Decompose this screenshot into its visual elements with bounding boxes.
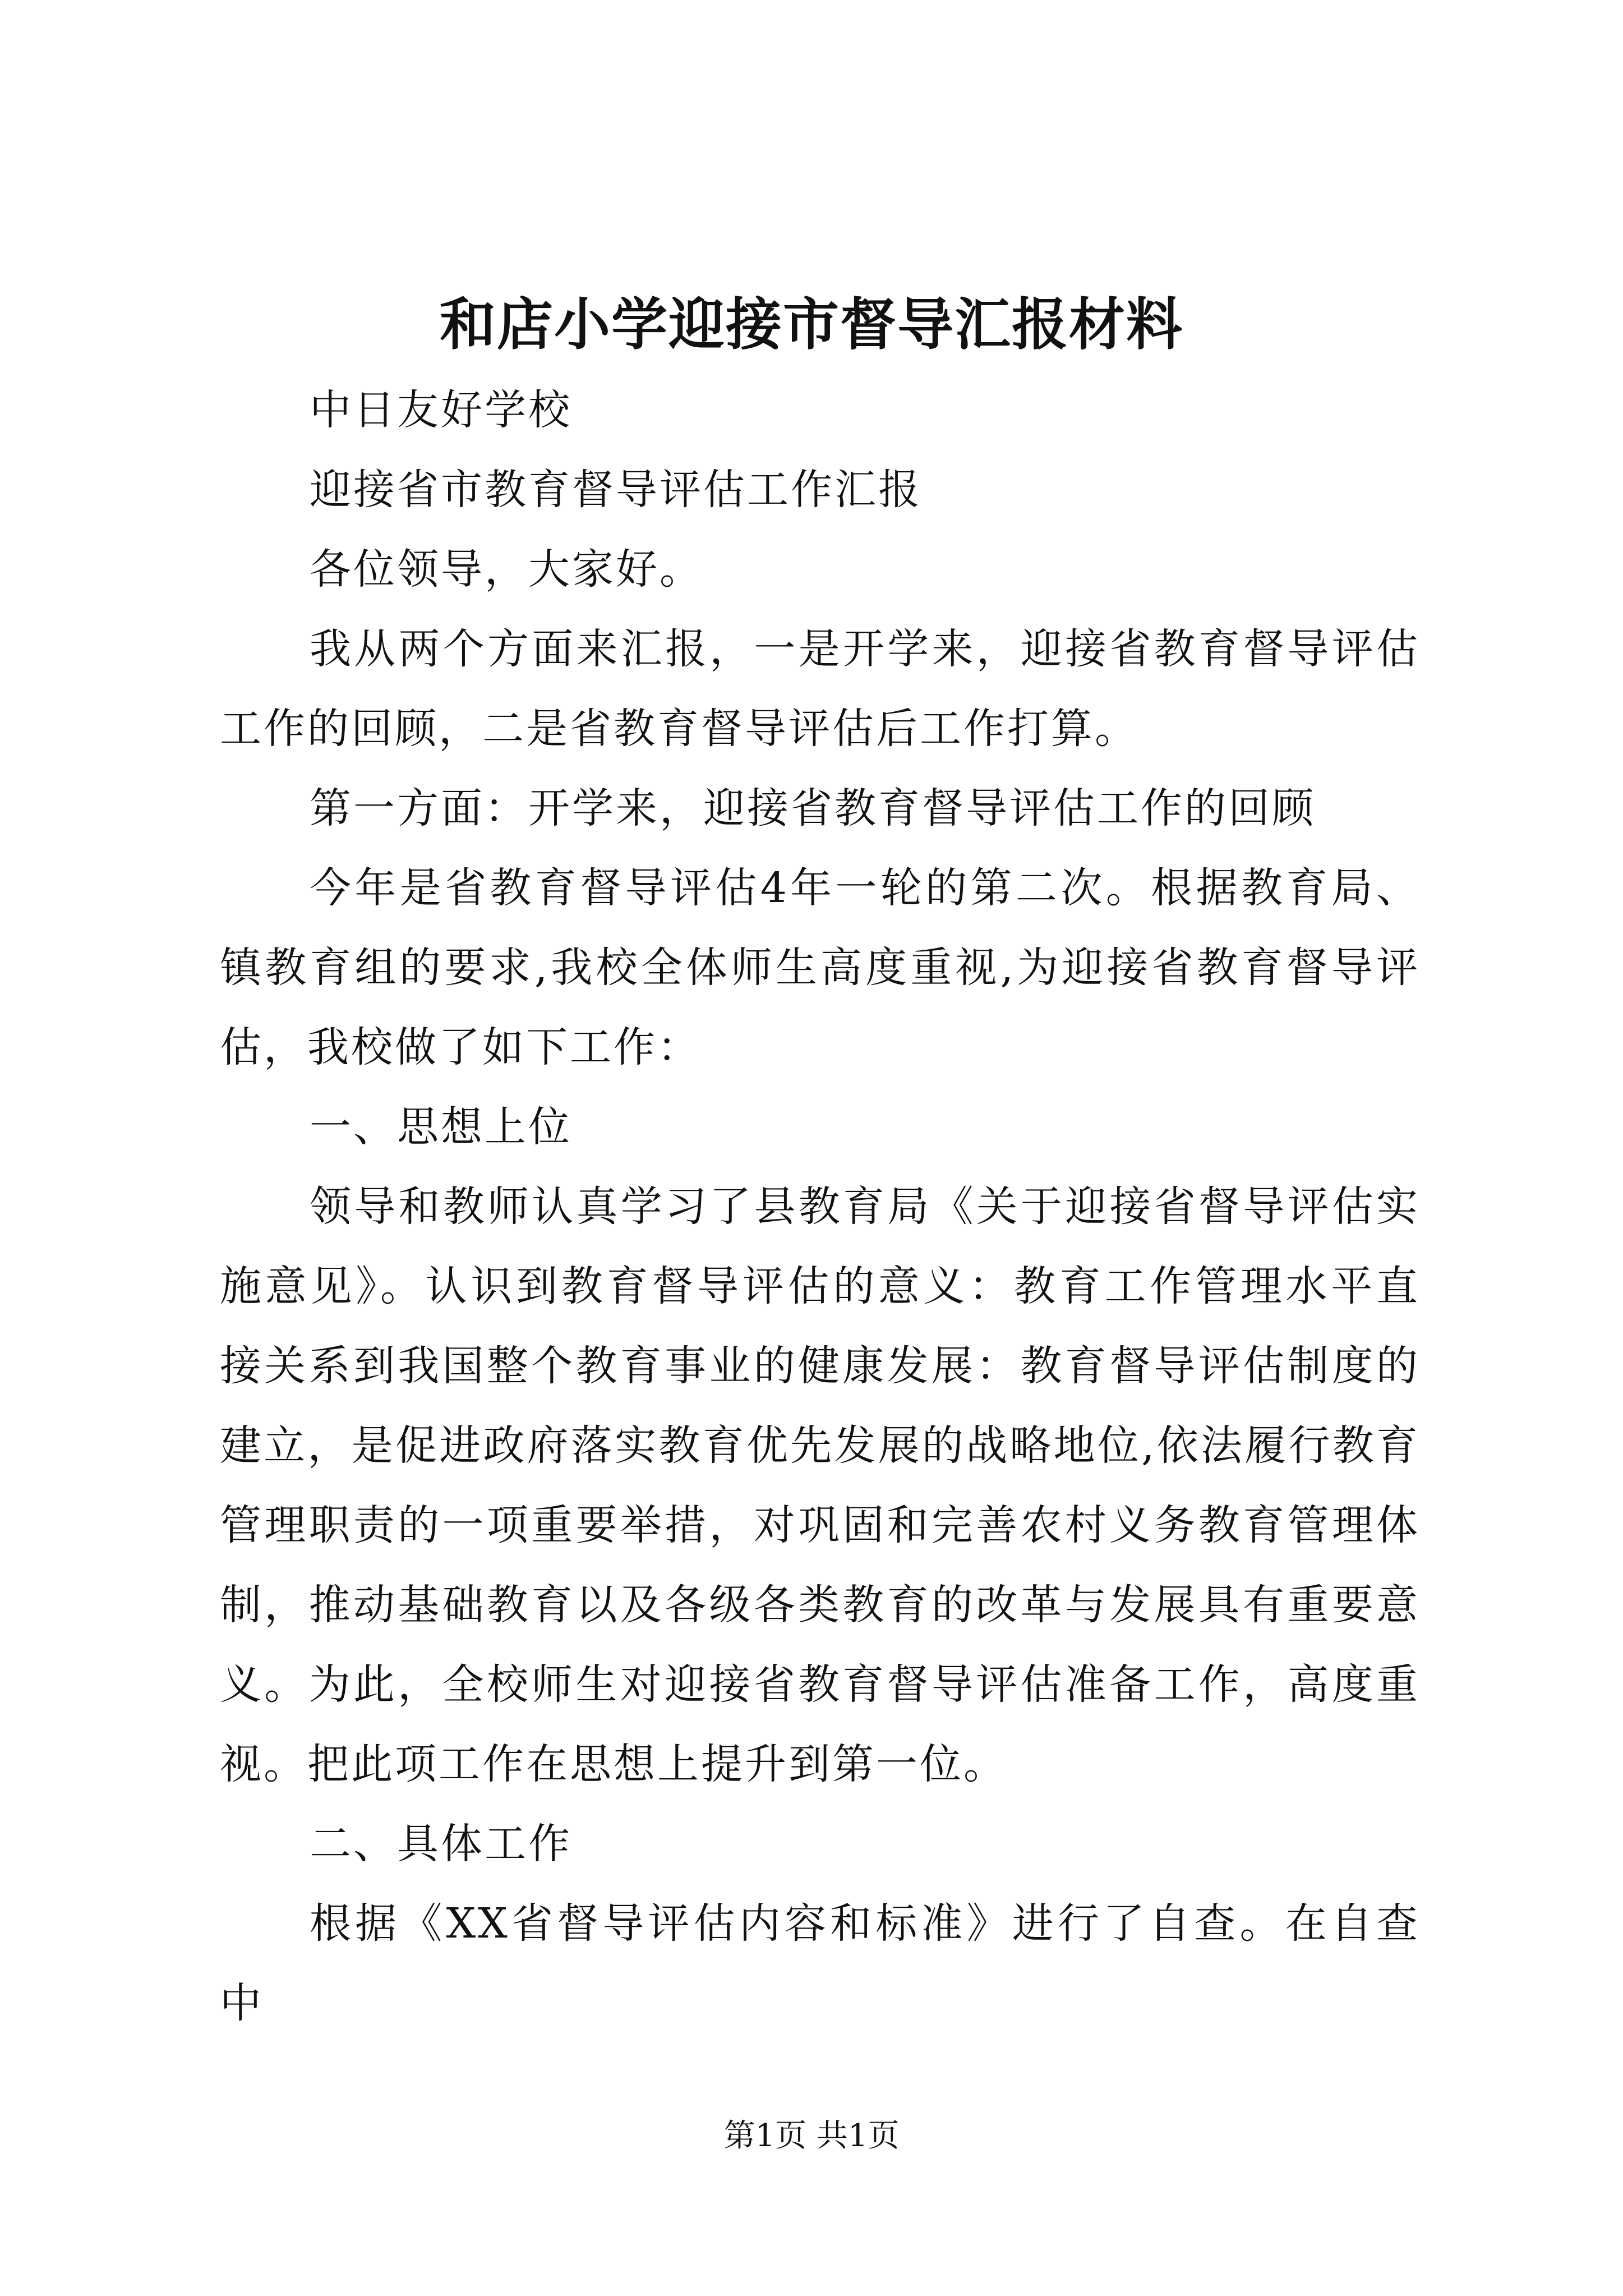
paragraph-thinking-detail: 领导和教师认真学习了县教育局《关于迎接省督导评估实施意见》。认识到教育督导评估的意义：教育工作管理水平直接关系到我国整个教育事业的健康发展：教育督导评估制度的建立，是促进政府落实教育优先发展的战略地位,依法履行教育管理职责的一项重要举措，对巩固和完善农村义务教育管理体制，推动基础教育以及各级各类教育的改革与发展具有重要意义。为此，全校师生对迎接省教育督导评估准备工作，高度重视。把此项工作在思想上提升到第一位。: [220, 1182, 1420, 1788]
paragraph-greeting: 各位领导，大家好。: [310, 545, 703, 593]
document-body: [220, 370, 1420, 2043]
paragraph-specific-work-detail: 根据《XX省督导评估内容和标准》进行了自查。在自查中: [220, 1899, 1420, 2027]
paragraph-heading-thinking: 一、思想上位: [310, 1103, 572, 1151]
paragraph-heading-specific-work: 二、具体工作: [310, 1820, 572, 1868]
paragraph-section-one-heading: 第一方面：开学来，迎接省教育督导评估工作的回顾: [310, 784, 1316, 832]
paragraph-background: 今年是省教育督导评估4年一轮的第二次。根据教育局、镇教育组的要求,我校全体师生高度重视,为迎接省教育督导评估，我校做了如下工作：: [220, 864, 1420, 1071]
paragraph-intro: 我从两个方面来汇报，一是开学来，迎接省教育督导评估工作的回顾，二是省教育督导评估后工作打算。: [220, 625, 1420, 753]
page-footer: 第1页 共1页: [723, 2118, 900, 2154]
paragraph-school-name: 中日友好学校: [310, 386, 572, 434]
document-title: 和店小学迎接市督导汇报材料: [440, 291, 1183, 357]
paragraph-report-subtitle: 迎接省市教育督导评估工作汇报: [310, 466, 922, 514]
